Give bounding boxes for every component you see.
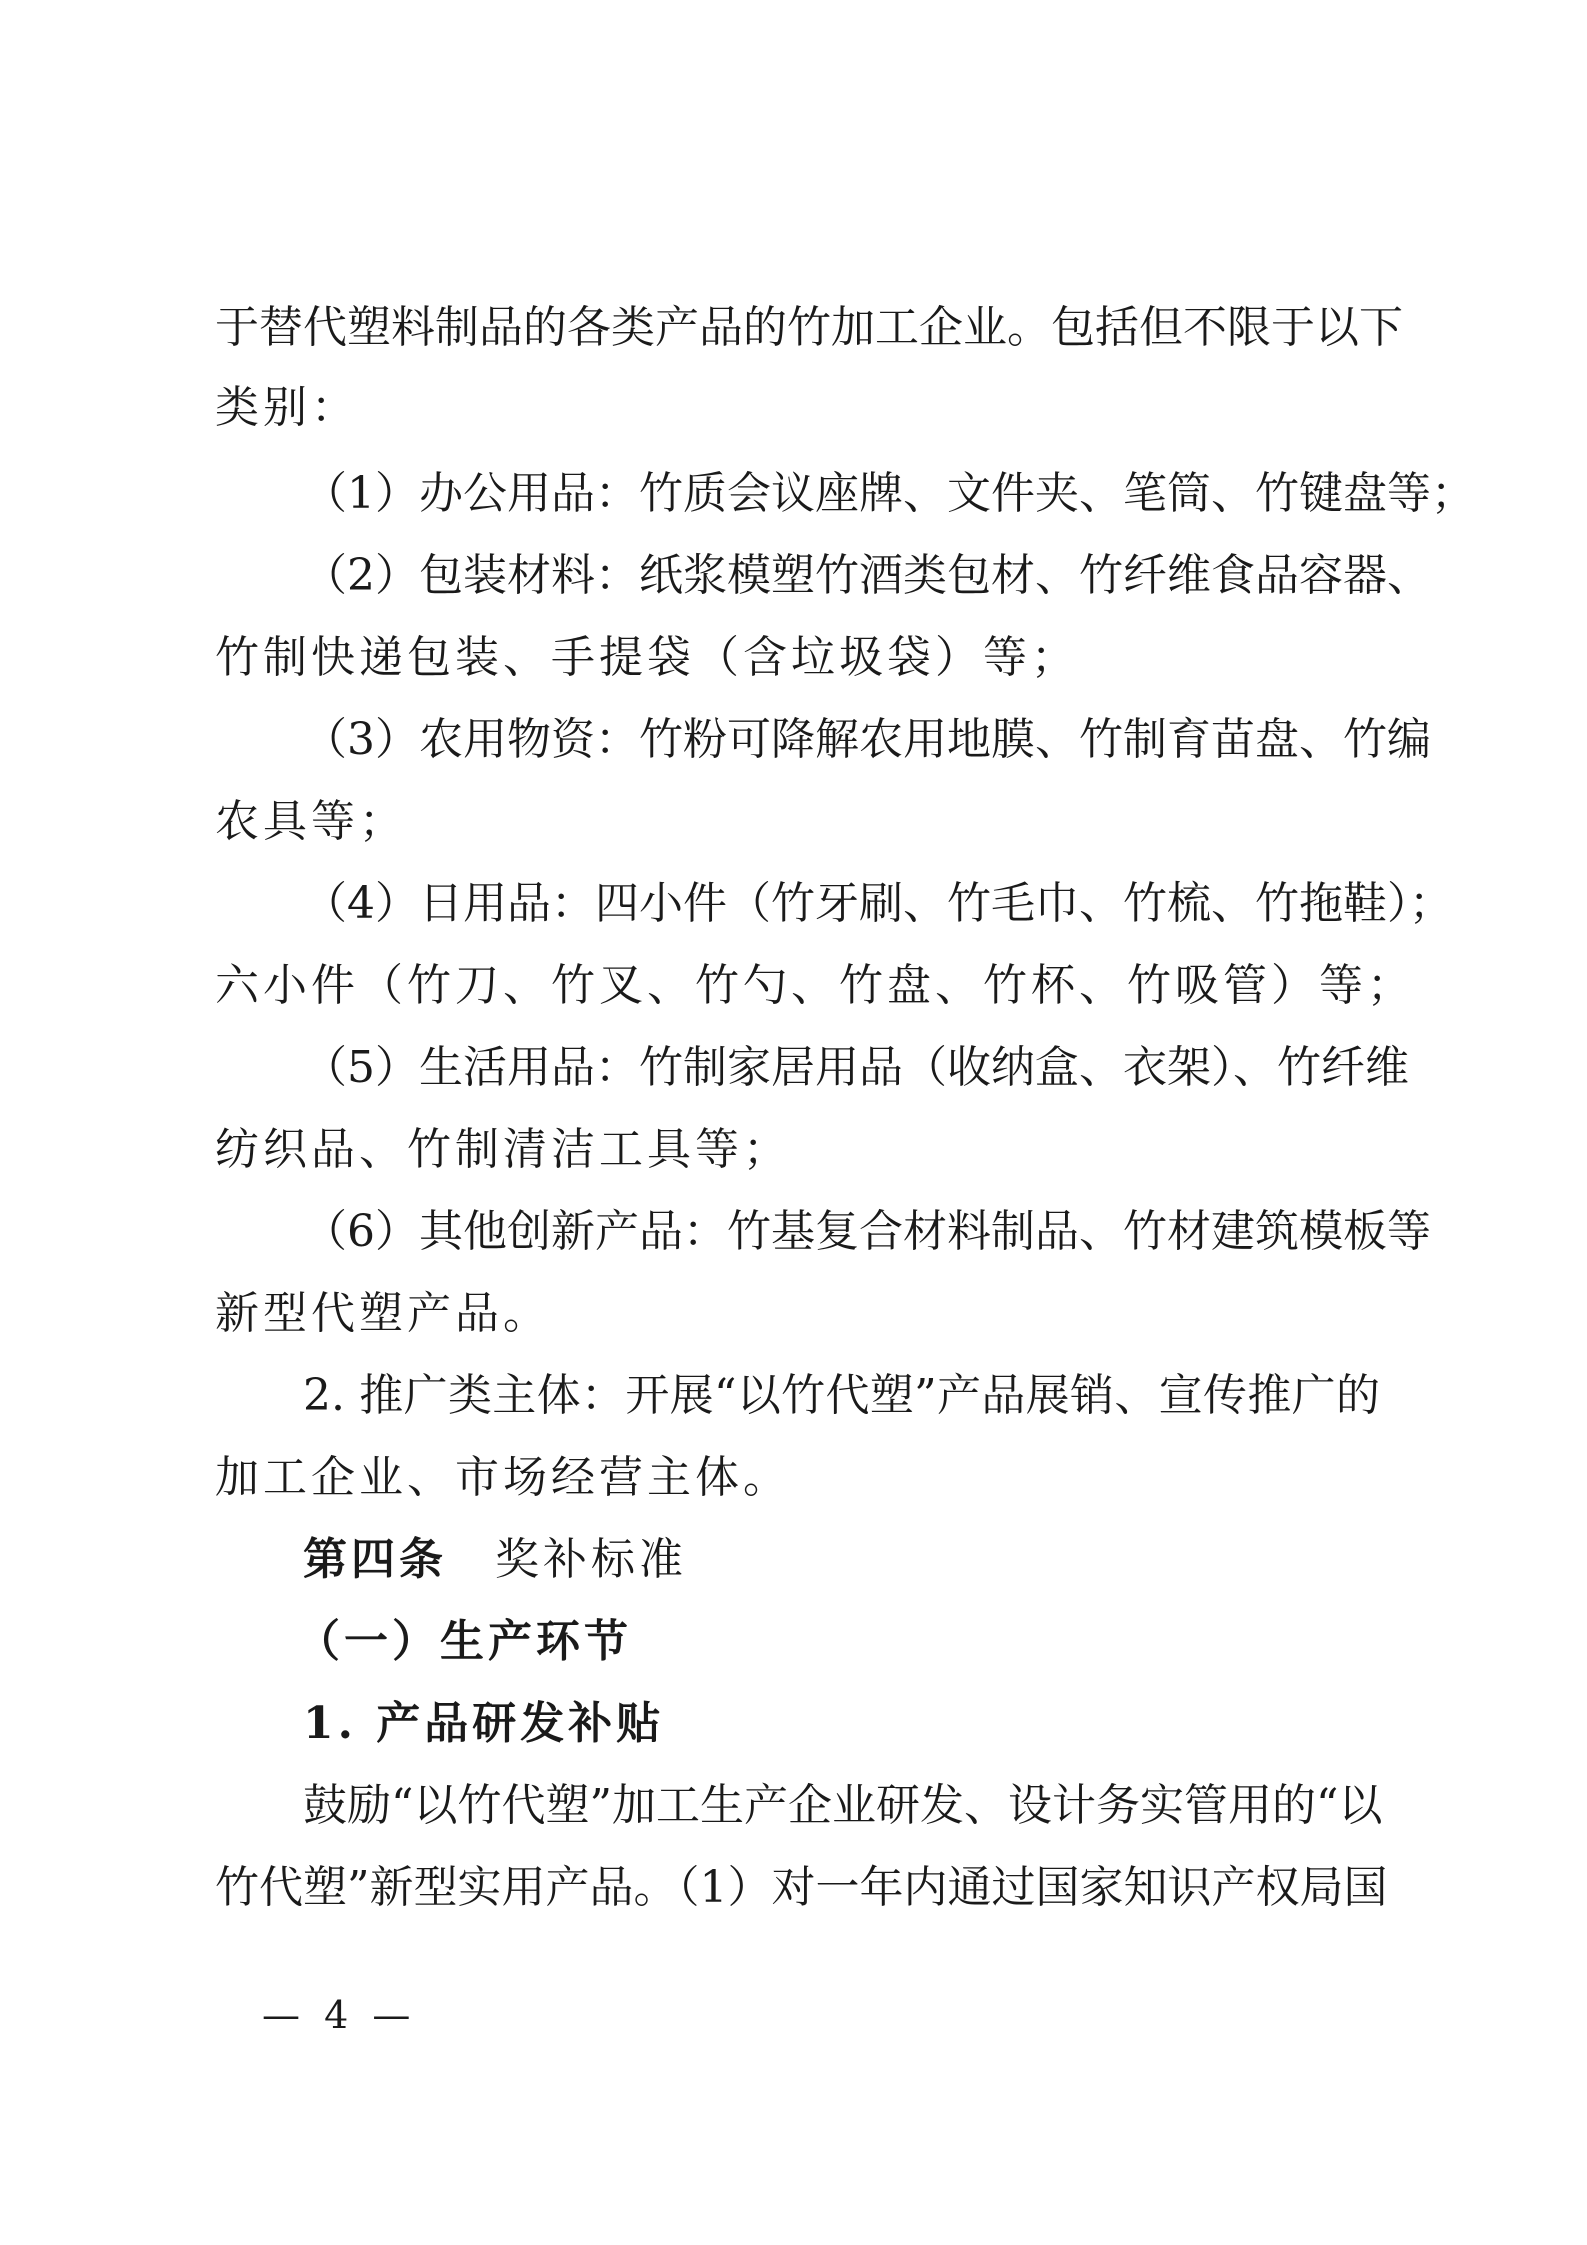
- paragraph-line: 加工企业、市场经营主体。: [215, 1452, 791, 1503]
- list-item-office-supplies: （1）办公用品：竹质会议座牌、文件夹、笔筒、竹键盘等；: [303, 468, 1475, 519]
- article-heading: [303, 1530, 1380, 1590]
- paragraph-line: 纺织品、竹制清洁工具等；: [215, 1124, 791, 1175]
- list-item-agricultural: （3）农用物资：竹粉可降解农用地膜、竹制育苗盘、竹编: [303, 714, 1431, 765]
- list-item-living-goods: （5）生活用品：竹制家居用品（收纳盒、衣架）、竹纤维: [303, 1042, 1409, 1093]
- paragraph-line: 竹制快递包装、手提袋（含垃圾袋）等；: [215, 632, 1079, 683]
- paragraph-line: 于替代塑料制品的各类产品的竹加工企业。包括但不限于以下: [215, 302, 1403, 353]
- subsection-heading: 1. 产品研发补贴: [303, 1698, 665, 1749]
- promotion-entities-line: 2. 推广类主体：开展“以竹代塑”产品展销、宣传推广的: [303, 1370, 1380, 1421]
- paragraph-line: 六小件（竹刀、竹叉、竹勺、竹盘、竹杯、竹吸管）等；: [215, 960, 1415, 1011]
- paragraph-line: 竹代塑”新型实用产品。（1）对一年内通过国家知识产权局国: [215, 1862, 1388, 1913]
- paragraph-line: 类别：: [215, 382, 359, 433]
- page-number: — 4 —: [262, 1993, 417, 2037]
- paragraph-line: 新型代塑产品。: [215, 1288, 551, 1339]
- list-item-innovative-products: （6）其他创新产品：竹基复合材料制品、竹材建筑模板等: [303, 1206, 1431, 1257]
- paragraph-line: 鼓励“以竹代塑”加工生产企业研发、设计务实管用的“以: [303, 1780, 1383, 1831]
- section-heading: （一）生产环节: [296, 1616, 632, 1667]
- paragraph-line: 农具等；: [215, 796, 407, 847]
- list-item-daily-goods: （4）日用品：四小件（竹牙刷、竹毛巾、竹梳、竹拖鞋）；: [303, 878, 1453, 929]
- article-title: 奖补标准: [495, 1534, 687, 1585]
- list-item-packaging: （2）包装材料：纸浆模塑竹酒类包材、竹纤维食品容器、: [303, 550, 1431, 601]
- article-number: 第四条: [303, 1534, 447, 1585]
